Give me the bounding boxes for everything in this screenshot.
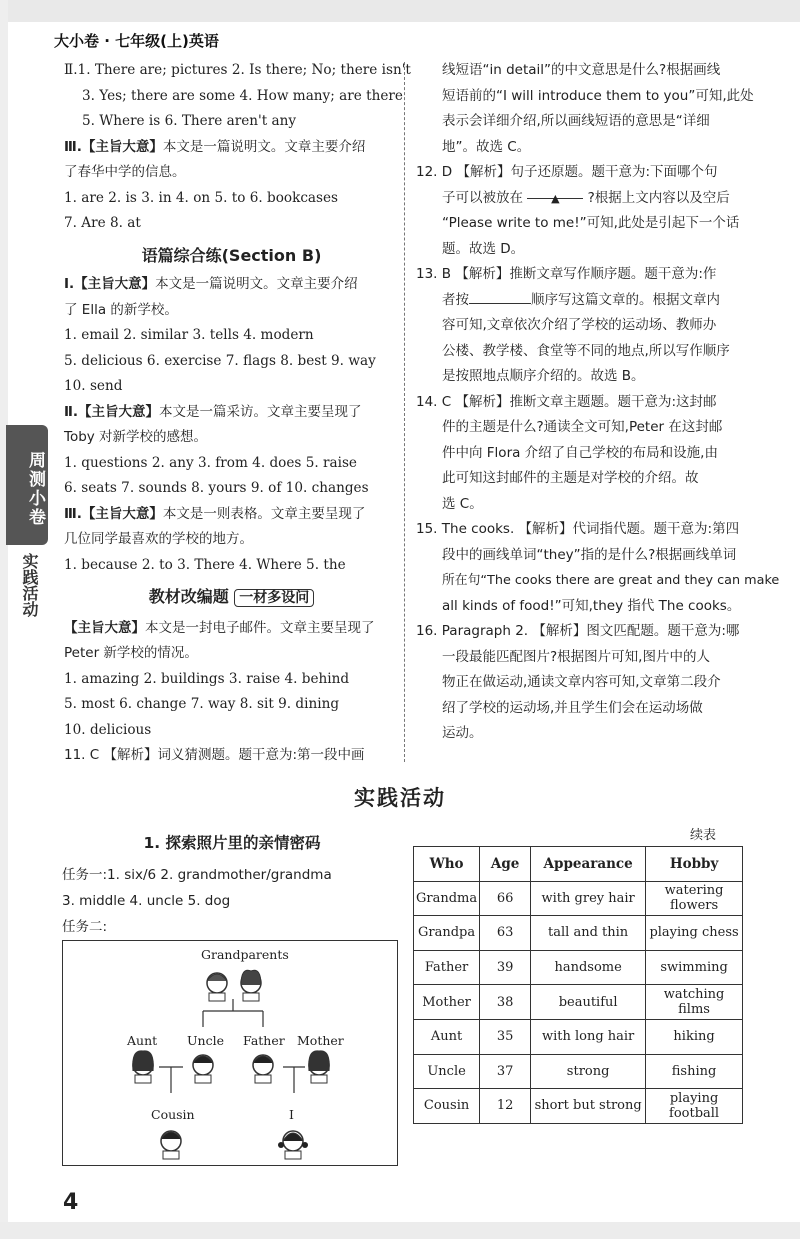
answer-line: Ⅱ.1. There are; pictures 2. Is there; No; there isn't <box>64 62 411 78</box>
summary-text: 本文是一篇采访。文章主要呈现了 <box>159 403 362 420</box>
table-cell: Cousin <box>414 1089 480 1124</box>
table-cell: strong <box>531 1054 646 1089</box>
explanation-line: 件的主题是什么?通读全文可知,Peter 在这封邮 <box>442 419 723 435</box>
table-cell: Grandma <box>414 881 480 916</box>
explanation-line: 件中向 Flora 介绍了自己学校的布局和设施,由 <box>442 444 718 461</box>
grandmother-avatar <box>241 970 261 1001</box>
table-header-row <box>414 847 743 882</box>
column-divider <box>404 62 405 762</box>
cousin-label: Cousin <box>151 1107 195 1122</box>
summary-text: 本文是一封电子邮件。文章主要呈现了 <box>145 619 375 636</box>
family-table <box>413 846 743 1124</box>
table-header: Who <box>414 847 480 882</box>
answer-line: 1. are 2. is 3. in 4. on 5. to 6. bookcases <box>64 189 339 206</box>
explanation-line: 物正在做运动,通读文章内容可知,文章第二段介 <box>442 674 721 690</box>
summary-line <box>64 502 399 528</box>
explanation-line: 容可知,文章依次介绍了学校的运动场、教师办 <box>442 317 717 333</box>
explanation-line: 题。故选 D。 <box>442 240 525 257</box>
answer-line: 5. most 6. change 7. way 8. sit 9. dining <box>64 696 340 712</box>
answer-line: 3. Yes; there are some 4. How many; are there <box>82 87 403 104</box>
mother-label: Mother <box>297 1033 344 1048</box>
table-cell: 37 <box>480 1054 531 1089</box>
explanation-line: 15. The cooks. 【解析】代词指代题。题干意为:第四 <box>416 521 740 537</box>
explanation-line: 选 C。 <box>442 495 483 512</box>
table-row <box>414 1089 743 1124</box>
table-cell: watering flowers <box>646 881 743 916</box>
summary-line <box>64 272 399 298</box>
table-cell: tall and thin <box>531 916 646 951</box>
table-cell: Grandpa <box>414 916 480 951</box>
table-cell: short but strong <box>531 1089 646 1124</box>
aunt-avatar <box>133 1051 154 1083</box>
text-part: ?根据上文内容以及空后 <box>587 189 730 206</box>
task2-label: 任务二: <box>62 919 108 935</box>
me-avatar <box>278 1131 308 1159</box>
left-column <box>64 58 411 769</box>
task1-line: 3. middle 4. uncle 5. dog <box>62 893 231 909</box>
table-cell: with long hair <box>531 1019 646 1054</box>
explanation-line: 所在句“The cooks there are great and they can make <box>442 573 780 588</box>
table-cell: 38 <box>480 985 531 1020</box>
answer-line: 6. seats 7. sounds 8. yours 9. of 10. changes <box>64 480 369 496</box>
explanation-line: 短语前的“I will introduce them to you”可知,此处 <box>442 87 754 104</box>
explanation-line: 段中的画线单词“they”指的是什么?根据画线单词 <box>442 546 737 563</box>
table-row <box>414 881 743 916</box>
uncle-avatar <box>193 1055 213 1083</box>
table-cell: 39 <box>480 950 531 985</box>
blank-line <box>469 291 531 304</box>
uncle-label: Uncle <box>187 1033 224 1048</box>
explanation-line: 线短语“in detail”的中文意思是什么?根据画线 <box>442 62 721 78</box>
family-tree <box>62 940 398 1166</box>
explanation-line: 运动。 <box>442 725 483 741</box>
table-cell: 63 <box>480 916 531 951</box>
table-cell: 66 <box>480 881 531 916</box>
table-body <box>414 881 743 1123</box>
explanation-line: 公楼、教学楼、食堂等不同的地点,所以写作顺序 <box>442 342 730 359</box>
summary-tag: Ⅲ.【主旨大意】 <box>64 505 163 522</box>
table-row <box>414 1054 743 1089</box>
explanation-line: 16. Paragraph 2. 【解析】图文匹配题。题干意为:哪 <box>416 623 740 639</box>
text-part: 子可以被放在 <box>442 189 523 206</box>
answer-line: 11. C 【解析】词义猜测题。题干意为:第一段中画 <box>64 747 365 763</box>
blank-line <box>527 186 583 205</box>
table-cell: watching films <box>646 985 743 1020</box>
table-row <box>414 985 743 1020</box>
table-cell: playing chess <box>646 916 743 951</box>
summary-line <box>64 616 399 642</box>
explanation-line <box>416 186 756 212</box>
table-cell: with grey hair <box>531 881 646 916</box>
explanation-line: 表示会详细介绍,所以画线短语的意思是“详细 <box>442 113 710 129</box>
table-cell: 12 <box>480 1089 531 1124</box>
father-label: Father <box>243 1033 285 1048</box>
summary-tag: 【主旨大意】 <box>64 619 145 636</box>
text-part: 顺序写这篇文章的。根据文章内 <box>531 291 720 308</box>
answer-line: 1. because 2. to 3. There 4. Where 5. the <box>64 556 346 573</box>
explanation-line: 此可知这封邮件的主题是对学校的介绍。故 <box>442 470 699 486</box>
table-cell: Father <box>414 950 480 985</box>
section-c-box: 一材多设问 <box>234 589 314 607</box>
father-avatar <box>253 1055 273 1083</box>
table-cell: 35 <box>480 1019 531 1054</box>
summary-text: 本文是一篇说明文。文章主要介绍 <box>162 138 366 155</box>
continued-label: 续表 <box>690 828 717 843</box>
answer-line: 1. amazing 2. buildings 3. raise 4. behind <box>64 670 350 687</box>
summary-text: 本文是一则表格。文章主要呈现了 <box>162 505 366 522</box>
me-label: I <box>289 1107 294 1122</box>
explanation-line: 12. D 【解析】句子还原题。题干意为:下面哪个句 <box>416 164 718 180</box>
table-header: Hobby <box>646 847 743 882</box>
practice-left <box>62 830 402 940</box>
explanation-line: 一段最能匹配图片?根据图片可知,图片中的人 <box>442 648 710 665</box>
task1-line: 任务一:1. six/6 2. grandmother/grandma <box>62 867 332 883</box>
side-strip <box>0 0 8 1239</box>
summary-line: Peter 新学校的情况。 <box>64 645 198 661</box>
triangle-icon: ▲ <box>551 191 560 205</box>
summary-line: 了 Ella 的新学校。 <box>64 301 178 318</box>
top-bar <box>0 0 800 22</box>
summary-line <box>64 135 399 161</box>
grandfather-avatar <box>207 973 227 1001</box>
page-header: 大小卷 · 七年级(上)英语 <box>54 32 219 50</box>
summary-text: 本文是一篇说明文。文章主要介绍 <box>155 276 358 292</box>
table-cell: fishing <box>646 1054 743 1089</box>
answer-line: 10. delicious <box>64 721 152 738</box>
table-cell: Mother <box>414 985 480 1020</box>
bottom-bar <box>0 1222 800 1239</box>
side-tab-weekly-test: 周测小卷 <box>6 425 48 545</box>
cousin-avatar <box>161 1131 181 1159</box>
grandparents-label: Grandparents <box>201 947 289 962</box>
summary-line: 了春华中学的信息。 <box>64 164 186 180</box>
answer-line: 1. questions 2. any 3. from 4. does 5. raise <box>64 454 357 471</box>
answer-line: 7. Are 8. at <box>64 215 141 231</box>
explanation-line: 13. B 【解析】推断文章写作顺序题。题干意为:作 <box>416 266 717 282</box>
section-c-title <box>64 584 399 612</box>
summary-line: Toby 对新学校的感想。 <box>64 429 208 445</box>
mother-avatar <box>309 1051 330 1083</box>
table-cell: Uncle <box>414 1054 480 1089</box>
explanation-line: 地”。故选 C。 <box>442 138 531 155</box>
table-row <box>414 916 743 951</box>
table-cell: playing football <box>646 1089 743 1124</box>
answer-line: 1. email 2. similar 3. tells 4. modern <box>64 327 314 343</box>
summary-line <box>64 400 399 426</box>
side-tab-practice: 实践活动 <box>20 553 39 617</box>
page-number: 4 <box>63 1190 79 1215</box>
summary-line: 几位同学最喜欢的学校的地方。 <box>64 531 253 547</box>
explanation-line: 是按照地点顺序介绍的。故选 B。 <box>442 368 645 384</box>
explanation-line: “Please write to me!”可知,此处是引起下一个话 <box>442 215 740 231</box>
summary-tag: Ⅲ.【主旨大意】 <box>64 138 163 155</box>
practice-subtitle: 1. 探索照片里的亲情密码 <box>143 834 321 852</box>
table-cell: hiking <box>646 1019 743 1054</box>
table-row <box>414 950 743 985</box>
table-header: Age <box>480 847 531 882</box>
table-cell: swimming <box>646 950 743 985</box>
text-part: 者按 <box>442 291 469 308</box>
table-cell: Aunt <box>414 1019 480 1054</box>
family-tree-lines <box>63 941 397 1165</box>
section-c-label: 教材改编题 <box>148 587 229 606</box>
table-cell: beautiful <box>531 985 646 1020</box>
summary-tag: Ⅱ.【主旨大意】 <box>64 403 160 420</box>
table-row <box>414 1019 743 1054</box>
answer-line: 5. delicious 6. exercise 7. flags 8. best 9. way <box>64 352 376 369</box>
table-cell: handsome <box>531 950 646 985</box>
right-column <box>416 58 780 747</box>
aunt-label: Aunt <box>127 1033 158 1048</box>
table-header: Appearance <box>531 847 646 882</box>
answer-line: 10. send <box>64 378 123 394</box>
explanation-line: 绍了学校的运动场,并且学生们会在运动场做 <box>442 699 703 716</box>
practice-title: 实践活动 <box>354 786 446 810</box>
explanation-line <box>416 288 756 314</box>
explanation-line: all kinds of food!”可知,they 指代 The cooks。 <box>442 597 741 614</box>
section-b-title: 语篇综合练(Section B) <box>141 245 322 265</box>
summary-tag: Ⅰ.【主旨大意】 <box>64 276 156 292</box>
answer-line: 5. Where is 6. There aren't any <box>82 113 297 129</box>
explanation-line: 14. C 【解析】推断文章主题题。题干意为:这封邮 <box>416 393 717 410</box>
